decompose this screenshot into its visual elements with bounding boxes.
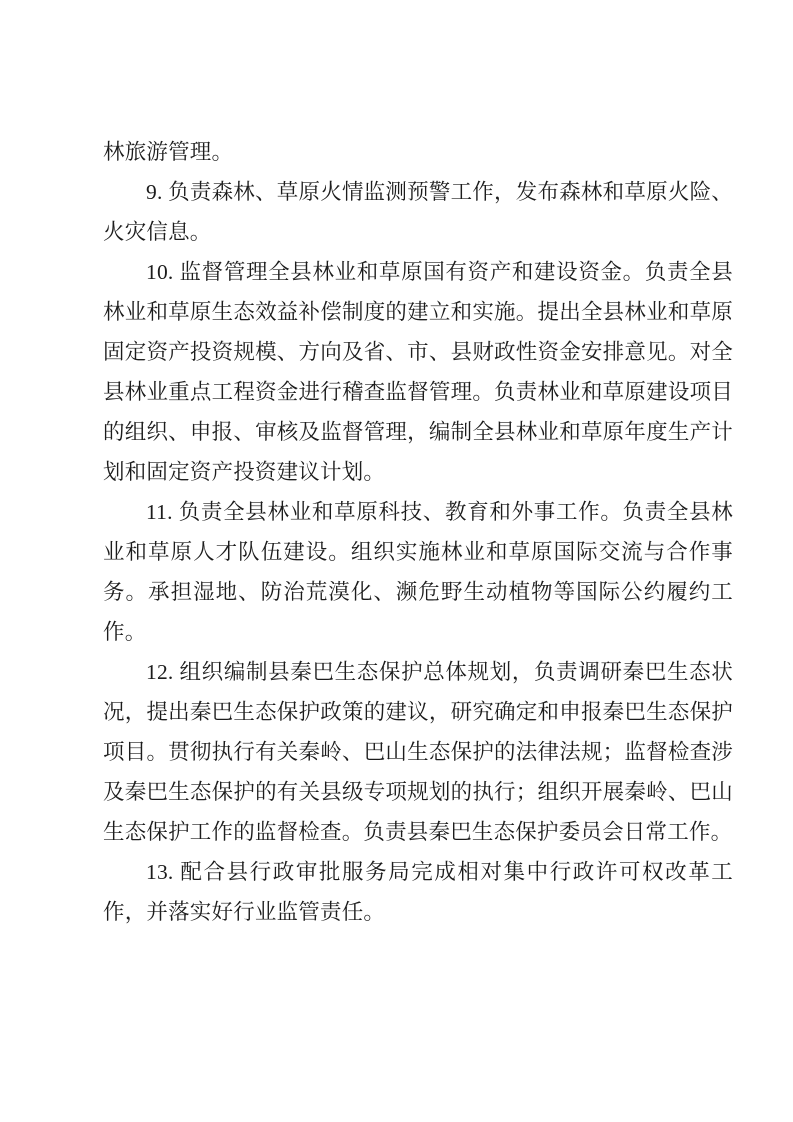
paragraph-item-11: 11. 负责全县林业和草原科技、教育和外事工作。负责全县林业和草原人才队伍建设。组织实施林业和草原国际交流与合作事务。承担湿地、防治荒漠化、濒危野生动植物等国际公约履约工作。 [103,500,733,644]
paragraph-item-9: 9. 负责森林、草原火情监测预警工作，发布森林和草原火险、火灾信息。 [103,180,733,244]
document-body-text [103,132,733,932]
paragraph-item-13: 13. 配合县行政审批服务局完成相对集中行政许可权改革工作，并落实好行业监管责任。 [103,860,733,924]
paragraph-item-12: 12. 组织编制县秦巴生态保护总体规划，负责调研秦巴生态状况，提出秦巴生态保护政策的建议，研究确定和申报秦巴生态保护项目。贯彻执行有关秦岭、巴山生态保护的法律法规；监督检查涉及秦巴生态保护的有关县级专项规划的执行；组织开展秦岭、巴山生态保护工作的监督检查。负责县秦巴生态保护委员会日常工作。 [103,660,733,844]
paragraph-item-10: 10. 监督管理全县林业和草原国有资产和建设资金。负责全县林业和草原生态效益补偿制度的建立和实施。提出全县林业和草原固定资产投资规模、方向及省、市、县财政性资金安排意见。对全县林业重点工程资金进行稽查监督管理。负责林业和草原建设项目的组织、申报、审核及监督管理，编制全县林业和草原年度生产计划和固定资产投资建议计划。 [103,260,733,484]
paragraph-continuation: 林旅游管理。 [103,140,234,164]
